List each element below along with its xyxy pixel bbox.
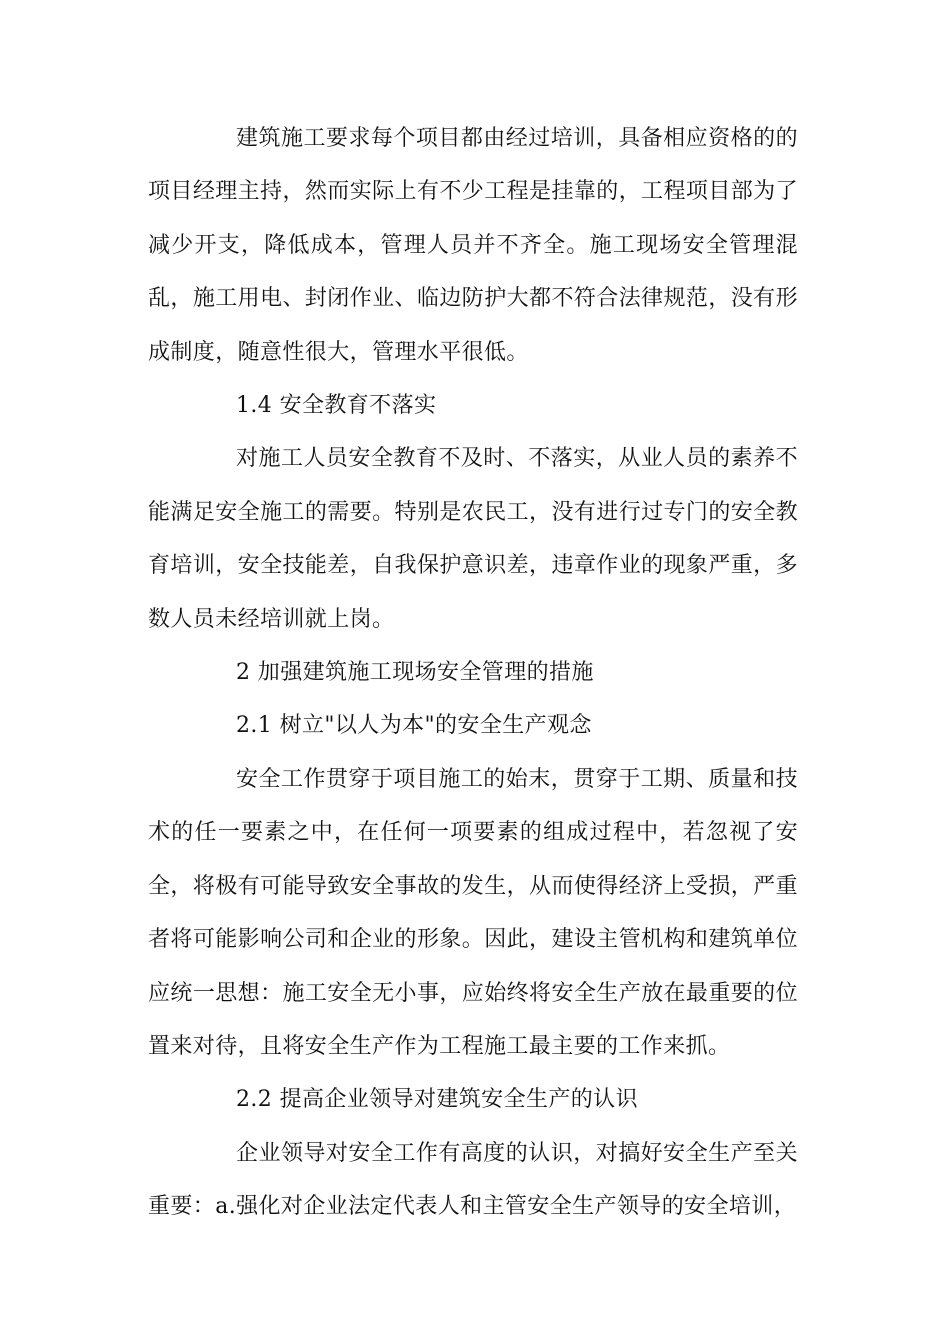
paragraph-safety-concept: 安全工作贯穿于项目施工的始末，贯穿于工期、质量和技术的任一要素之中，在任何一项要素的组成过程中，若忽视了安全，将极有可能导致安全事故的发生，从而使得经济上受损，严重者将可能影响公司和企业的形象。因此，建设主管机构和建筑单位应统一思想：施工安全无小事，应始终将安全生产放在最重要的位置来对待，且将安全生产作为工程施工最主要的工作来抓。 [148,766,798,1059]
paragraph-project-management: 建筑施工要求每个项目都由经过培训，具备相应资格的的项目经理主持，然而实际上有不少工程是挂靠的，工程项目部为了减少开支，降低成本，管理人员并不齐全。施工现场安全管理混乱，施工用电、封闭作业、临边防护大都不符合法律规范，没有形成制度，随意性很大，管理水平很低。 [148,126,798,365]
section-heading-1-4: 1.4 安全教育不落实 [236,393,437,419]
paragraph-safety-education: 对施工人员安全教育不及时、不落实，从业人员的素养不能满足安全施工的需要。特别是农民工，没有进行过专门的安全教育培训，安全技能差，自我保护意识差，违章作业的现象严重，多数人员未经培训就上岗。 [148,446,798,632]
document-body [148,112,798,1234]
section-heading-2: 2 加强建筑施工现场安全管理的措施 [236,660,594,686]
paragraph-leadership-awareness: 企业领导对安全工作有高度的认识，对搞好安全生产至关重要：a.强化对企业法定代表人和主管安全生产领导的安全培训， [148,1140,798,1220]
section-heading-2-2: 2.2 提高企业领导对建筑安全生产的认识 [236,1087,638,1113]
section-heading-2-1: 2.1 树立"以人为本"的安全生产观念 [236,713,592,739]
